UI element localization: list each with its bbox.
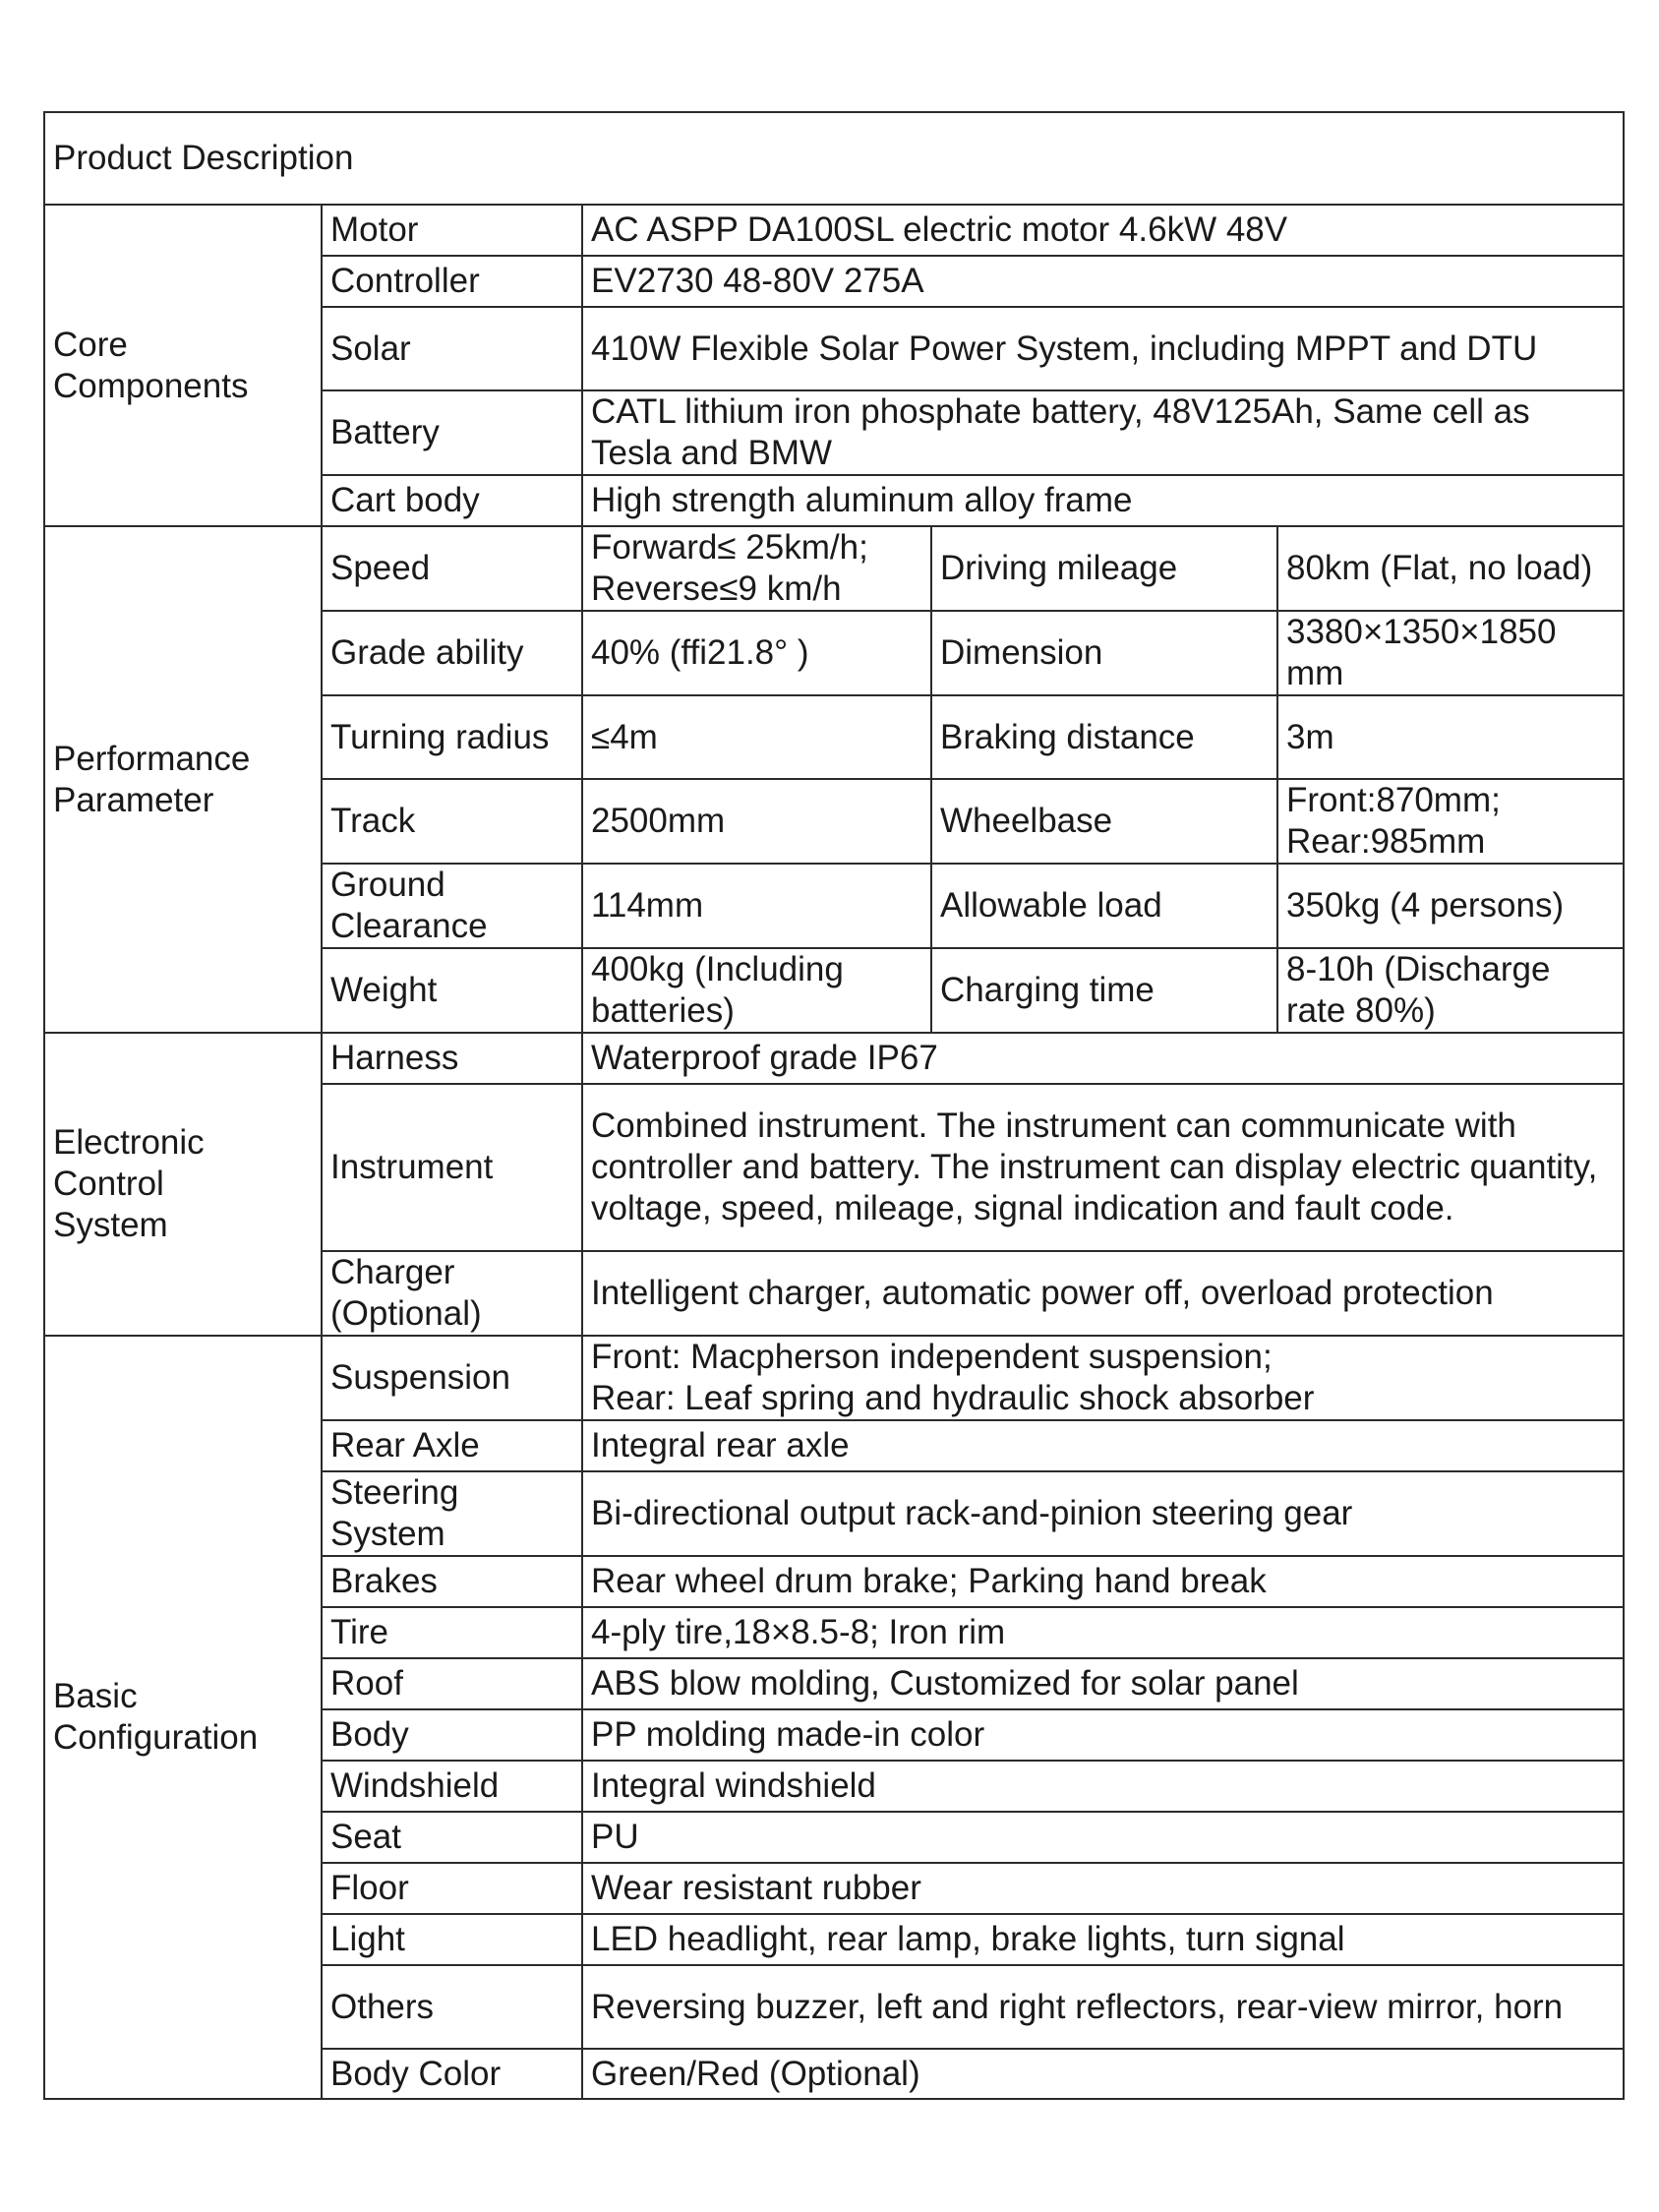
- spec-label-tire: Tire: [322, 1607, 582, 1658]
- spec-value-controller: EV2730 48-80V 275A: [582, 256, 1624, 307]
- spec-label-controller: Controller: [322, 256, 582, 307]
- spec-label-battery: Battery: [322, 390, 582, 475]
- spec-label-roof: Roof: [322, 1658, 582, 1709]
- product-description-table: [43, 111, 1625, 2100]
- spec-label-weight: Weight: [322, 948, 582, 1033]
- spec-value-body: PP molding made-in color: [582, 1709, 1624, 1761]
- spec-label-seat: Seat: [322, 1812, 582, 1863]
- spec-value-brakes: Rear wheel drum brake; Parking hand break: [582, 1556, 1624, 1607]
- spec-value-harness: Waterproof grade IP67: [582, 1033, 1624, 1084]
- spec-value-seat: PU: [582, 1812, 1624, 1863]
- section-electronic-control-system: [44, 1033, 322, 1336]
- spec-label-allowable-load: Allowable load: [931, 864, 1277, 948]
- spec-value-line: Front: Macpherson independent suspension;: [591, 1338, 1273, 1376]
- section-label-line: System: [53, 1206, 168, 1244]
- spec-label-harness: Harness: [322, 1033, 582, 1084]
- spec-value-light: LED headlight, rear lamp, brake lights, turn signal: [582, 1914, 1624, 1965]
- spec-label-charger: Charger (Optional): [322, 1251, 582, 1336]
- spec-value-charging-time: 8-10h (Discharge rate 80%): [1277, 948, 1624, 1033]
- spec-label-instrument: Instrument: [322, 1084, 582, 1251]
- spec-value-solar: 410W Flexible Solar Power System, including MPPT and DTU: [582, 307, 1624, 390]
- section-label-line: Basic: [53, 1677, 138, 1715]
- spec-value-braking-distance: 3m: [1277, 695, 1624, 779]
- spec-label-suspension: Suspension: [322, 1336, 582, 1420]
- spec-label-floor: Floor: [322, 1863, 582, 1914]
- spec-label-dimension: Dimension: [931, 611, 1277, 695]
- spec-label-windshield: Windshield: [322, 1761, 582, 1812]
- spec-value-speed: Forward≤ 25km/h; Reverse≤9 km/h: [582, 526, 931, 611]
- spec-label-body-color: Body Color: [322, 2049, 582, 2099]
- spec-value-roof: ABS blow molding, Customized for solar panel: [582, 1658, 1624, 1709]
- spec-label-turning-radius: Turning radius: [322, 695, 582, 779]
- section-basic-configuration: [44, 1336, 322, 2099]
- spec-value-wheelbase: Front:870mm; Rear:985mm: [1277, 779, 1624, 864]
- spec-value-cart-body: High strength aluminum alloy frame: [582, 475, 1624, 526]
- spec-value-turning-radius: ≤4m: [582, 695, 931, 779]
- spec-label-steering-system: Steering System: [322, 1471, 582, 1556]
- spec-label-speed: Speed: [322, 526, 582, 611]
- spec-value-ground-clearance: 114mm: [582, 864, 931, 948]
- spec-label-grade-ability: Grade ability: [322, 611, 582, 695]
- page-title: Product Description: [44, 112, 1624, 205]
- section-label-line: Performance: [53, 739, 251, 778]
- spec-value-others: Reversing buzzer, left and right reflectors, rear-view mirror, horn: [582, 1965, 1624, 2049]
- spec-value-tire: 4-ply tire,18×8.5-8; Iron rim: [582, 1607, 1624, 1658]
- spec-label-track: Track: [322, 779, 582, 864]
- spec-label-solar: Solar: [322, 307, 582, 390]
- spec-label-brakes: Brakes: [322, 1556, 582, 1607]
- spec-label-others: Others: [322, 1965, 582, 2049]
- section-label-line: Core: [53, 325, 128, 364]
- spec-value-instrument: Combined instrument. The instrument can communicate with controller and battery. The instrument can display electric quantity, voltage, speed, mileage, signal indication and fault code.: [582, 1084, 1624, 1251]
- spec-value-windshield: Integral windshield: [582, 1761, 1624, 1812]
- spec-value-charger: Intelligent charger, automatic power off, overload protection: [582, 1251, 1624, 1336]
- section-label-line: Components: [53, 366, 249, 405]
- spec-label-cart-body: Cart body: [322, 475, 582, 526]
- section-performance-parameter: [44, 526, 322, 1033]
- spec-value-line: Rear: Leaf spring and hydraulic shock absorber: [591, 1379, 1315, 1417]
- spec-value-rear-axle: Integral rear axle: [582, 1420, 1624, 1471]
- spec-label-braking-distance: Braking distance: [931, 695, 1277, 779]
- section-core-components: [44, 205, 322, 526]
- section-label-line: Configuration: [53, 1718, 259, 1757]
- spec-label-motor: Motor: [322, 205, 582, 256]
- spec-label-ground-clearance: Ground Clearance: [322, 864, 582, 948]
- spec-value-battery: CATL lithium iron phosphate battery, 48V125Ah, Same cell as Tesla and BMW: [582, 390, 1624, 475]
- spec-label-rear-axle: Rear Axle: [322, 1420, 582, 1471]
- spec-label-light: Light: [322, 1914, 582, 1965]
- spec-value-allowable-load: 350kg (4 persons): [1277, 864, 1624, 948]
- spec-value-body-color: Green/Red (Optional): [582, 2049, 1624, 2099]
- spec-label-wheelbase: Wheelbase: [931, 779, 1277, 864]
- spec-label-driving-mileage: Driving mileage: [931, 526, 1277, 611]
- spec-label-charging-time: Charging time: [931, 948, 1277, 1033]
- spec-value-grade-ability: 40% (ffi21.8° ): [582, 611, 931, 695]
- spec-value-floor: Wear resistant rubber: [582, 1863, 1624, 1914]
- spec-value-weight: 400kg (Including batteries): [582, 948, 931, 1033]
- spec-value-driving-mileage: 80km (Flat, no load): [1277, 526, 1624, 611]
- section-label-line: Control: [53, 1165, 164, 1203]
- spec-label-body: Body: [322, 1709, 582, 1761]
- spec-value-steering-system: Bi-directional output rack-and-pinion steering gear: [582, 1471, 1624, 1556]
- spec-value-suspension: [582, 1336, 1624, 1420]
- spec-value-motor: AC ASPP DA100SL electric motor 4.6kW 48V: [582, 205, 1624, 256]
- section-label-line: Parameter: [53, 780, 214, 819]
- section-label-line: Electronic: [53, 1123, 205, 1162]
- spec-value-dimension: 3380×1350×1850 mm: [1277, 611, 1624, 695]
- spec-value-track: 2500mm: [582, 779, 931, 864]
